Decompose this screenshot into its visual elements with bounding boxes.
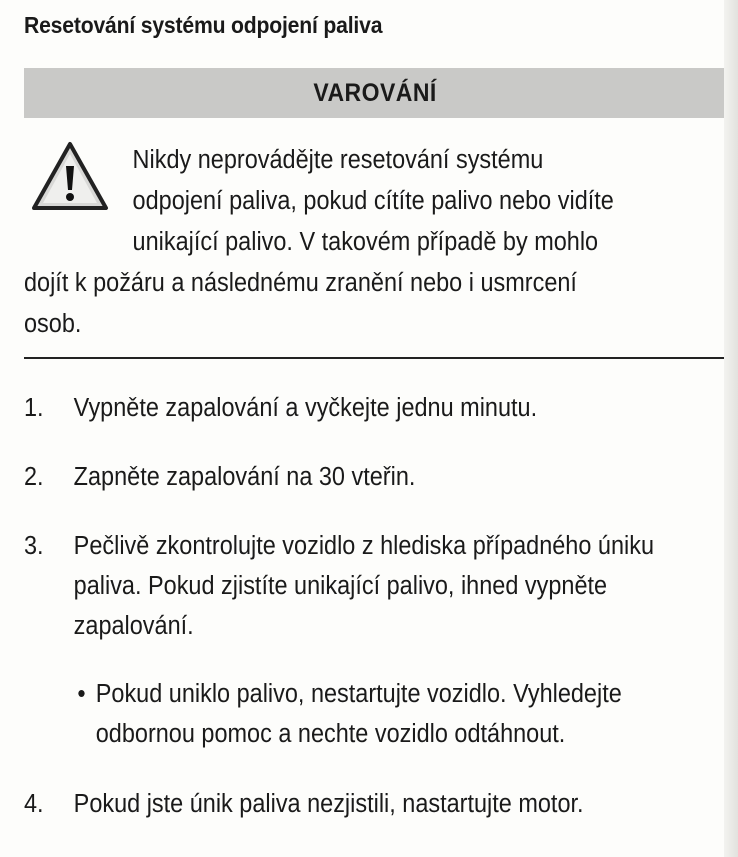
step-text: Zapněte zapalování na 30 vteřin. [73, 463, 416, 491]
step-number: 2. [24, 463, 44, 491]
step-number: 3. [24, 532, 44, 560]
list-item [24, 526, 705, 646]
list-item [24, 457, 705, 497]
step-text: Pečlivě zkontrolujte vozidlo z hlediska případného úniku paliva. Pokud zjistíte unikající palivo, ihned vypněte zapalování. [73, 532, 655, 640]
sub-bullet-text: Pokud uniklo palivo, nestartujte vozidlo. Vyhledejte odbornou pomoc a nechte vozidlo odtáhnout. [95, 680, 622, 748]
step-text: Pokud jste únik paliva nezjistili, nastartujte motor. [73, 790, 584, 818]
warning-line: dojít k požáru a následnému zranění nebo i usmrcení [24, 269, 577, 297]
warning-line: osob. [24, 310, 82, 338]
warning-label: VAROVÁNÍ [313, 78, 437, 107]
step-number: 4. [24, 790, 44, 818]
steps-list [24, 388, 738, 824]
warning-header-bar [24, 68, 726, 118]
warning-text [24, 140, 686, 345]
bullet-dot: • [77, 680, 86, 708]
warning-line: odpojení paliva, pokud cítíte palivo nebo vidíte [132, 187, 614, 215]
list-item [24, 784, 705, 824]
section-title: Resetování systému odpojení paliva [24, 12, 383, 38]
warning-line: unikající palivo. V takovém případě by mohlo [132, 228, 599, 256]
list-item [24, 388, 705, 428]
page-edge-shadow [724, 0, 738, 857]
divider-rule [24, 357, 734, 359]
warning-line: Nikdy neprovádějte resetování systému [132, 146, 544, 174]
step-number: 1. [24, 394, 44, 422]
step-text: Vypněte zapalování a vyčkejte jednu minutu. [73, 394, 538, 422]
sub-bullet-item [24, 674, 705, 754]
